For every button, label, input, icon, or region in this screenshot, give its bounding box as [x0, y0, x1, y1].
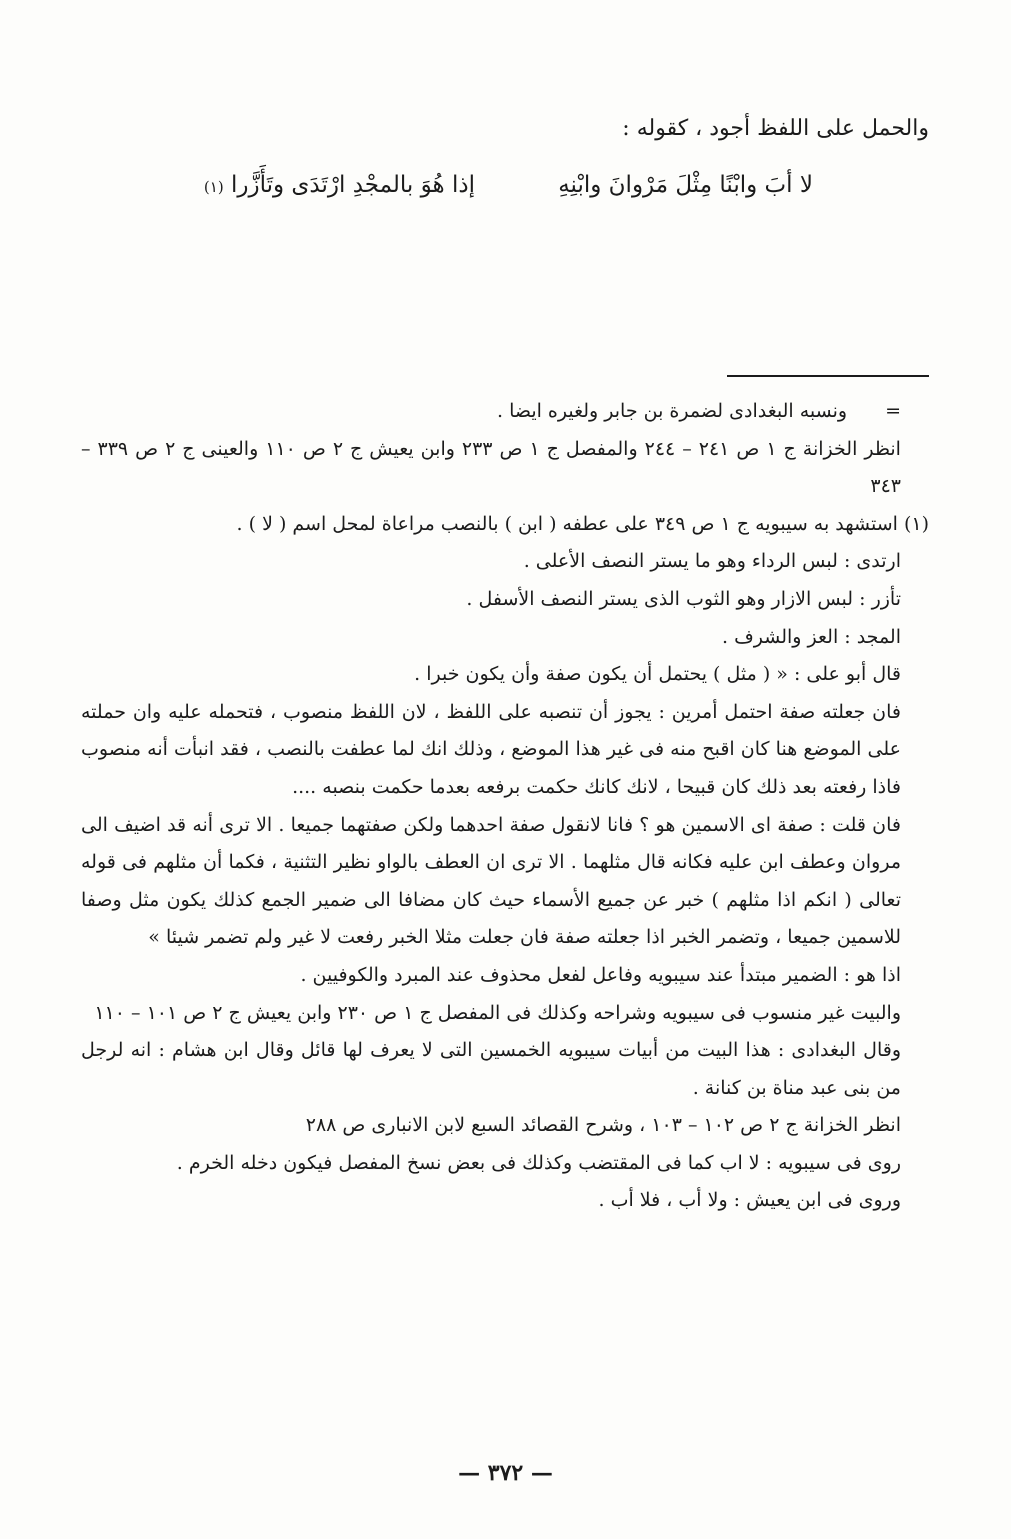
- footnote-line: ارتدى : لبس الرداء وهو ما يستر النصف الأعلى .: [523, 550, 901, 573]
- verse-hemistich-second-text: إذا هُوَ بالمجْدِ ارْتَدَى وتَأَزَّرا: [230, 172, 475, 198]
- footnote-line: المجد : العز والشرف .: [722, 625, 901, 648]
- footnote-line: وروى فى ابن يعيش : ولا أب ، فلا أب .: [598, 1189, 901, 1212]
- footnotes: [81, 393, 929, 1220]
- footnote-paragraph: فان جعلته صفة احتمل أمرين : يجوز أن تنصبه على اللفظ ، لان اللفظ منصوب ، فتحمله عليه وان حملته على الموضع هنا كان اقبح منه فى غير هذا الموضع ، وذلك انك لما عطفت بالنصب ، فقد انبأت أنه منصوب فاذا رفعته بعد ذلك كان قبيحا ، لانك كانك حكمت برفعه بعدما حكمت بنصبه ....: [81, 700, 901, 798]
- footnote-line: [81, 393, 929, 431]
- footnote-line: (١) استشهد به سيبويه ج ١ ص ٣٤٩ على عطفه ( ابن ) بالنصب مراعاة لمحل اسم ( لا ) .: [236, 512, 929, 535]
- footnote-text: ونسبه البغدادى لضمرة بن جابر ولغيره ايضا .: [496, 400, 848, 422]
- footnote-line: انظر الخزانة ج ٢ ص ١٠٢ – ١٠٣ ، وشرح القصائد السبع لابن الانبارى ص ٢٨٨: [305, 1114, 901, 1137]
- verse-hemistich-first: [558, 166, 813, 204]
- footnote-line: وقال البغدادى : هذا البيت من أبيات سيبويه الخمسين التى لا يعرف لها قائل وقال ابن هشام : انه لرجل من بنى عبد مناة بن كنانة .: [81, 1039, 901, 1099]
- footnote-paragraph: فان قلت : صفة اى الاسمين هو ؟ فانا لانقول صفة احدهما ولكن صفتهما جميعا . الا ترى أنه قد اضيف الى مروان وعطف ابن عليه فكانه قال مثلهما . الا ترى ان العطف بالواو نظير التثنية ، فكما أن مثلهم فى قوله تعالى ( انكم اذا مثلهم ) خبر عن جميع الأسماء حيث كان مضافا الى ضمير الجمع كذلك يكون مثل وصفا للاسمين جميعا ، وتضمر الخبر اذا جعلته صفة فان جعلت مثلا الخبر رفعت لا غير ولم تضمر شيئا »: [81, 813, 901, 949]
- footnote-line: اذا هو : الضمير مبتدأ عند سيبويه وفاعل لفعل محذوف عند المبرد والكوفيين .: [300, 963, 901, 986]
- main-text-line: والحمل على اللفظ أجود ، كقوله :: [622, 116, 929, 141]
- footnote-line: روى فى سيبويه : لا اب كما فى المقتضب وكذلك فى بعض نسخ المفصل فيكون دخله الخرم .: [176, 1151, 901, 1174]
- verse-hemistich-first-text: لا أبَ وابْنًا مِثْلَ مَرْوانَ وابْنِهِ: [558, 172, 813, 198]
- continuation-mark: =: [885, 400, 901, 422]
- footnote-line: قال أبو على : « ( مثل ) يحتمل أن يكون صفة وأن يكون خبرا .: [414, 663, 901, 686]
- page-number: — ٣٧٢ —: [458, 1460, 553, 1486]
- footnote-separator: [727, 375, 929, 377]
- footnote-line: والبيت غير منسوب فى سيبويه وشراحه وكذلك فى المفصل ج ١ ص ٢٣٠ وابن يعيش ج ٢ ص ١٠١ – ١١٠: [94, 1001, 901, 1024]
- footnote-line: تأزر : لبس الازار وهو الثوب الذى يستر النصف الأسفل .: [466, 587, 901, 610]
- footnote-marker: (١): [203, 178, 224, 196]
- footnote-line: انظر الخزانة ج ١ ص ٢٤١ – ٢٤٤ والمفصل ج ١ ص ٢٣٣ وابن يعيش ج ٢ ص ١١٠ والعينى ج ٢ ص ٣٣٩ – ٣٤٣: [81, 437, 901, 498]
- verse-hemistich-second: [204, 166, 475, 206]
